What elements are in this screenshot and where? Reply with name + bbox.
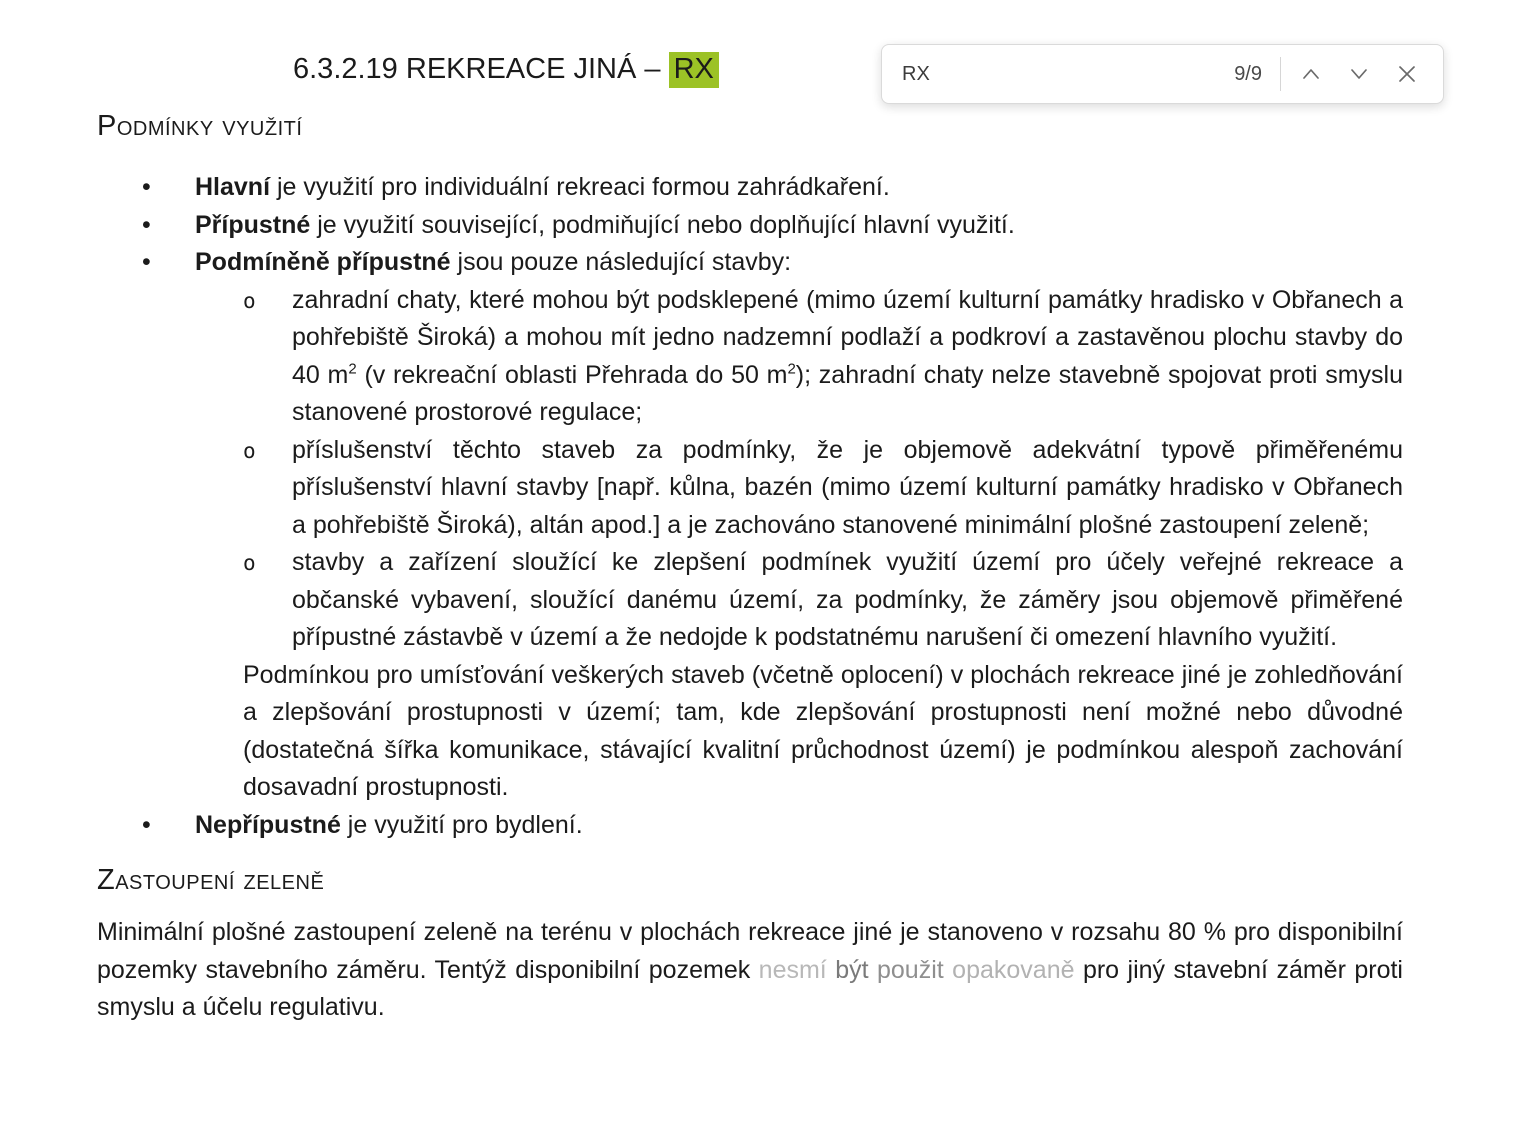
find-close-button[interactable]: [1383, 52, 1431, 96]
list-item: [97, 282, 1403, 432]
list-item-text: Hlavní je využití pro individuální rekreaci formou zahrádkaření.: [195, 173, 890, 201]
list-item: [97, 432, 1403, 545]
find-bar-divider: [1280, 57, 1281, 91]
find-bar: [881, 44, 1444, 104]
inadmissible-bullet-list: [97, 807, 1403, 845]
sub-bullet-icon: o: [243, 288, 256, 313]
heading-usage-conditions: Podmínky využití: [97, 110, 303, 142]
find-input[interactable]: [900, 62, 1234, 87]
find-match-count: 9/9: [1234, 62, 1262, 85]
usage-bullet-list: [97, 169, 1403, 282]
list-item: [97, 169, 1403, 207]
list-item-text: Přípustné je využití související, podmiňující nebo doplňující hlavní využití.: [195, 210, 1015, 239]
close-icon: [1394, 61, 1420, 87]
list-item-text: příslušenství těchto staveb za podmínky, že je objemově adekvátní typově přiměřenému příslušenství hlavní stavby [např. kůlna, bazén (mimo území kulturní památky hradisko v Obřanech a pohřebiště Široká), altán apod.] a je zachováno stanovené minimální plošné zastoupení zeleně;: [292, 435, 1403, 539]
list-item: [97, 807, 1403, 845]
conditional-buildings-list: [97, 282, 1403, 657]
find-next-button[interactable]: [1335, 52, 1383, 96]
list-item-text: Nepřípustné je využití pro bydlení.: [195, 810, 583, 839]
search-match-highlight: RX: [669, 52, 719, 88]
heading-greenery-share: Zastoupení zeleně: [97, 864, 325, 896]
bullet-icon: •: [142, 210, 151, 239]
sub-bullet-icon: o: [243, 551, 256, 575]
find-previous-button[interactable]: [1287, 52, 1335, 96]
section-title-text: 6.3.2.19 REKREACE JINÁ –: [293, 53, 669, 85]
list-item: [97, 544, 1403, 657]
bullet-icon: •: [142, 173, 151, 201]
bullet-icon: •: [142, 248, 151, 276]
list-item: [97, 244, 1403, 282]
document-content: [97, 107, 1403, 1027]
list-item: [97, 207, 1403, 245]
sub-bullet-icon: o: [243, 438, 256, 463]
greenery-paragraph: Minimální plošné zastoupení zeleně na terénu v plochách rekreace jiné je stanoveno v rozsahu 80 % pro disponibilní pozemky stavebního záměru. Tentýž disponibilní pozemek nesmí být použit opakovaně pro jiný stavební záměr proti smyslu a účelu regulativu.: [97, 918, 1403, 1021]
list-item-text: zahradní chaty, které mohou být podsklepené (mimo území kulturní památky hradisko v Obřanech a pohřebiště Široká) a mohou mít jedno nadzemní podlaží a podkroví a zastavěnou plochu stavby do 40 $m^2$ (v rekreační oblasti Přehrada do 50 $m^2$); zahradní chaty nelze stavebně spojovat proti smyslu stanovené prostorové regulace;: [292, 285, 1403, 426]
list-item-text: Podmíněně přípustné jsou pouze následující stavby:: [195, 248, 792, 276]
list-item-text: stavby a zařízení sloužící ke zlepšení podmínek využití území pro účely veřejné rekreace a občanské vybavení, sloužící danému území, za podmínky, že záměry jsou objemově přiměřené přípustné zástavbě v území a že nedojde k podstatnému narušení či omezení hlavního využití.: [292, 548, 1403, 651]
bullet-icon: •: [142, 810, 151, 839]
chevron-down-icon: [1346, 61, 1372, 87]
chevron-up-icon: [1298, 61, 1324, 87]
section-title: [293, 49, 719, 89]
placement-condition-paragraph: Podmínkou pro umísťování veškerých staveb (včetně oplocení) v plochách rekreace jiné je zohledňování a zlepšování prostupnosti v území; tam, kde zlepšování prostupnosti není možné nebo důvodné (dostatečná šířka komunikace, stávající kvalitní průchodnost území) je podmínkou alespoň zachování dosavadní prostupnosti.: [243, 660, 1403, 801]
